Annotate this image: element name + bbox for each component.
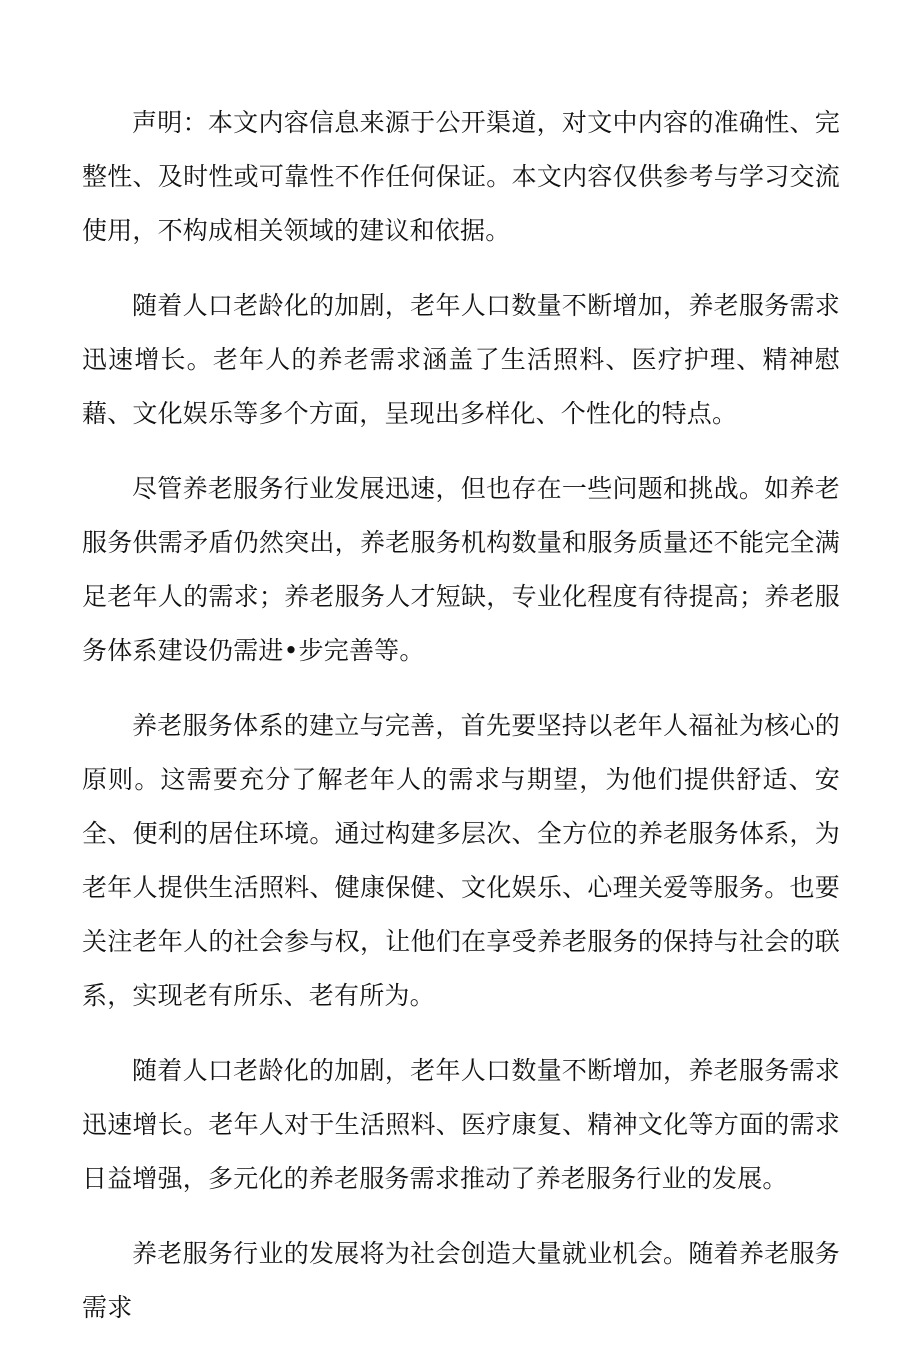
body-paragraph: 养老服务行业的发展将为社会创造大量就业机会。随着养老服务需求: [82, 1239, 840, 1322]
disclaimer-paragraph: 声明：本文内容信息来源于公开渠道，对文中内容的准确性、完整性、及时性或可靠性不作任何保证。本文内容仅供参考与学习交流使用，不构成相关领域的建议和依据。: [82, 108, 840, 245]
body-paragraph: 随着人口老龄化的加剧，老年人口数量不断增加，养老服务需求迅速增长。老年人对于生活照料、医疗康复、精神文化等方面的需求日益增强，多元化的养老服务需求推动了养老服务行业的发展。: [82, 1056, 840, 1193]
document-body: [82, 96, 840, 1356]
body-paragraph: 尽管养老服务行业发展迅速，但也存在一些问题和挑战。如养老服务供需矛盾仍然突出，养老服务机构数量和服务质量还不能完全满足老年人的需求；养老服务人才短缺，专业化程度有待提高；养老服务体系建设仍需进•步完善等。: [82, 474, 840, 665]
body-paragraph: 随着人口老龄化的加剧，老年人口数量不断增加，养老服务需求迅速增长。老年人的养老需求涵盖了生活照料、医疗护理、精神慰藉、文化娱乐等多个方面，呈现出多样化、个性化的特点。: [82, 291, 840, 428]
body-paragraph: 养老服务体系的建立与完善，首先要坚持以老年人福祉为核心的原则。这需要充分了解老年人的需求与期望，为他们提供舒适、安全、便利的居住环境。通过构建多层次、全方位的养老服务体系，为老年人提供生活照料、健康保健、文化娱乐、心理关爱等服务。也要关注老年人的社会参与权，让他们在享受养老服务的保持与社会的联系，实现老有所乐、老有所为。: [82, 711, 840, 1010]
